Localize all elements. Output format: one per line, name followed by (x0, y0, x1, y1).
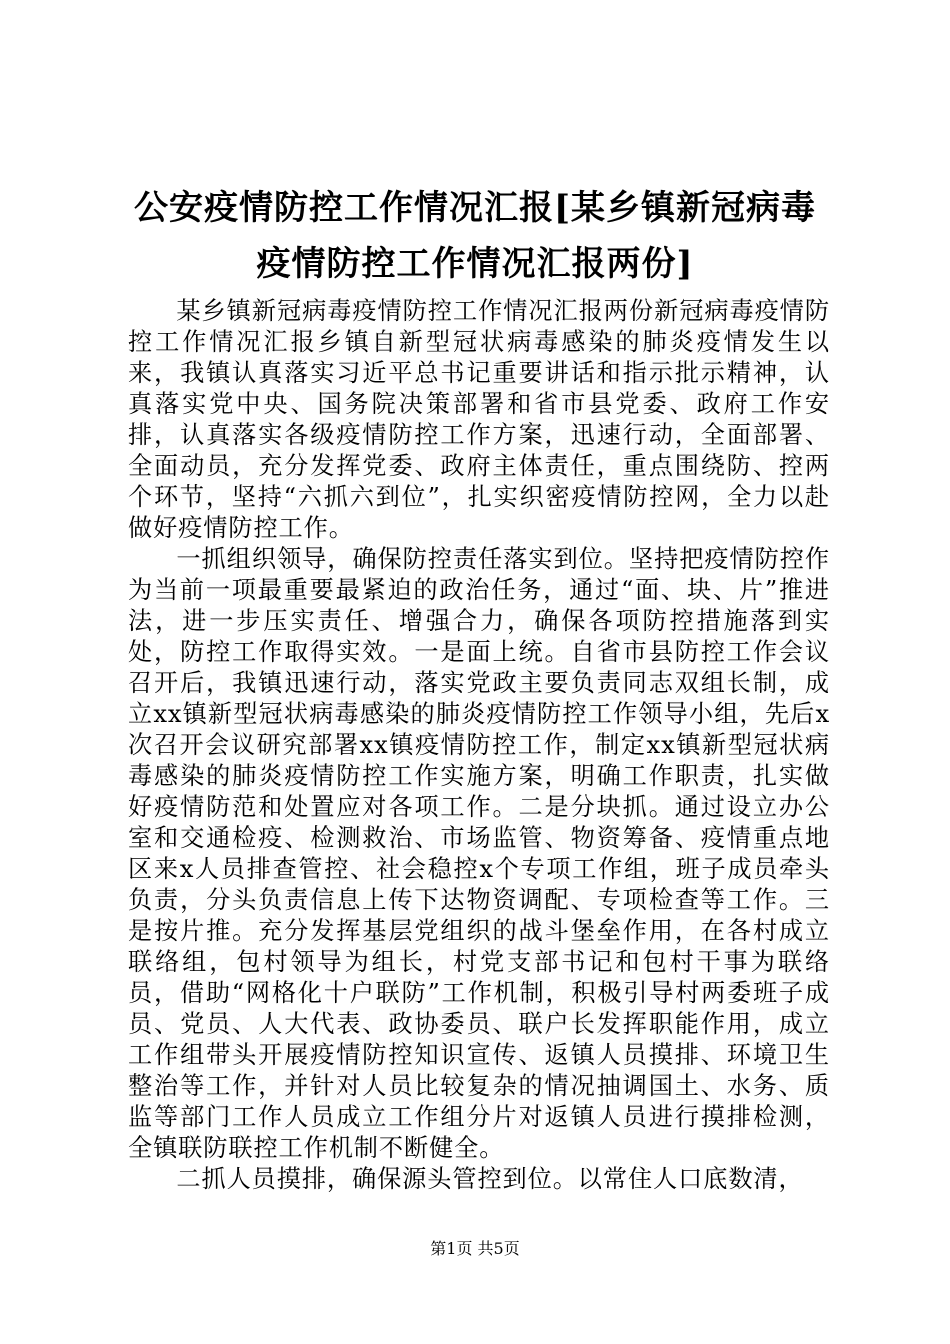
paragraph-organization: 一抓组织领导，确保防控责任落实到位。坚持把疫情防控作为当前一项最重要最紧迫的政治任务，通过“面、块、片”推进法，进一步压实责任、增强合力，确保各项防控措施落到实处，防控工作取得实效。一是面上统。自省市县防控工作会议召开后，我镇迅速行动，落实党政主要负责同志双组长制，成立xx镇新型冠状病毒感染的肺炎疫情防控工作领导小组，先后x次召开会议研究部署xx镇疫情防控工作，制定xx镇新型冠状病毒感染的肺炎疫情防控工作实施方案，明确工作职责，扎实做好疫情防范和处置应对各项工作。二是分块抓。通过设立办公室和交通检疫、检测救治、市场监管、物资筹备、疫情重点地区来x人员排查管控、社会稳控x个专项工作组，班子成员牵头负责，分头负责信息上传下达物资调配、专项检查等工作。三是按片推。充分发挥基层党组织的战斗堡垒作用，在各村成立联络组，包村领导为组长，村党支部书记和包村干事为联络员，借助“网格化十户联防”工作机制，积极引导村两委班子成员、党员、人大代表、政协委员、联户长发挥职能作用，成立工作组带头开展疫情防控知识宣传、返镇人员摸排、环境卫生整治等工作，并针对人员比较复杂的情况抽调国土、水务、质监等部门工作人员成立工作组分片对返镇人员进行摸排检测，全镇联防联控工作机制不断健全。 (128, 545, 830, 1162)
document-body (128, 296, 830, 1195)
page-footer: 第1页 共5页 (430, 1239, 520, 1258)
title-line-1: 公安疫情防控工作情况汇报[某乡镇新冠病毒 (133, 188, 817, 228)
title-line-2: 疫情防控工作情况汇报两份] (256, 244, 694, 284)
document-title (120, 180, 830, 292)
paragraph-screening: 二抓人员摸排，确保源头管控到位。以常住人口底数清， (176, 1165, 804, 1193)
paragraph-intro: 某乡镇新冠病毒疫情防控工作情况汇报两份新冠病毒疫情防控工作情况汇报乡镇自新型冠状病毒感染的肺炎疫情发生以来，我镇认真落实习近平总书记重要讲话和指示批示精神，认真落实党中央、国务院决策部署和省市县党委、政府工作安排，认真落实各级疫情防控工作方案，迅速行动，全面部署、全面动员，充分发挥党委、政府主体责任，重点围绕防、控两个环节，坚持“六抓六到位”，扎实织密疫情防控网，全力以赴做好疫情防控工作。 (128, 297, 830, 542)
